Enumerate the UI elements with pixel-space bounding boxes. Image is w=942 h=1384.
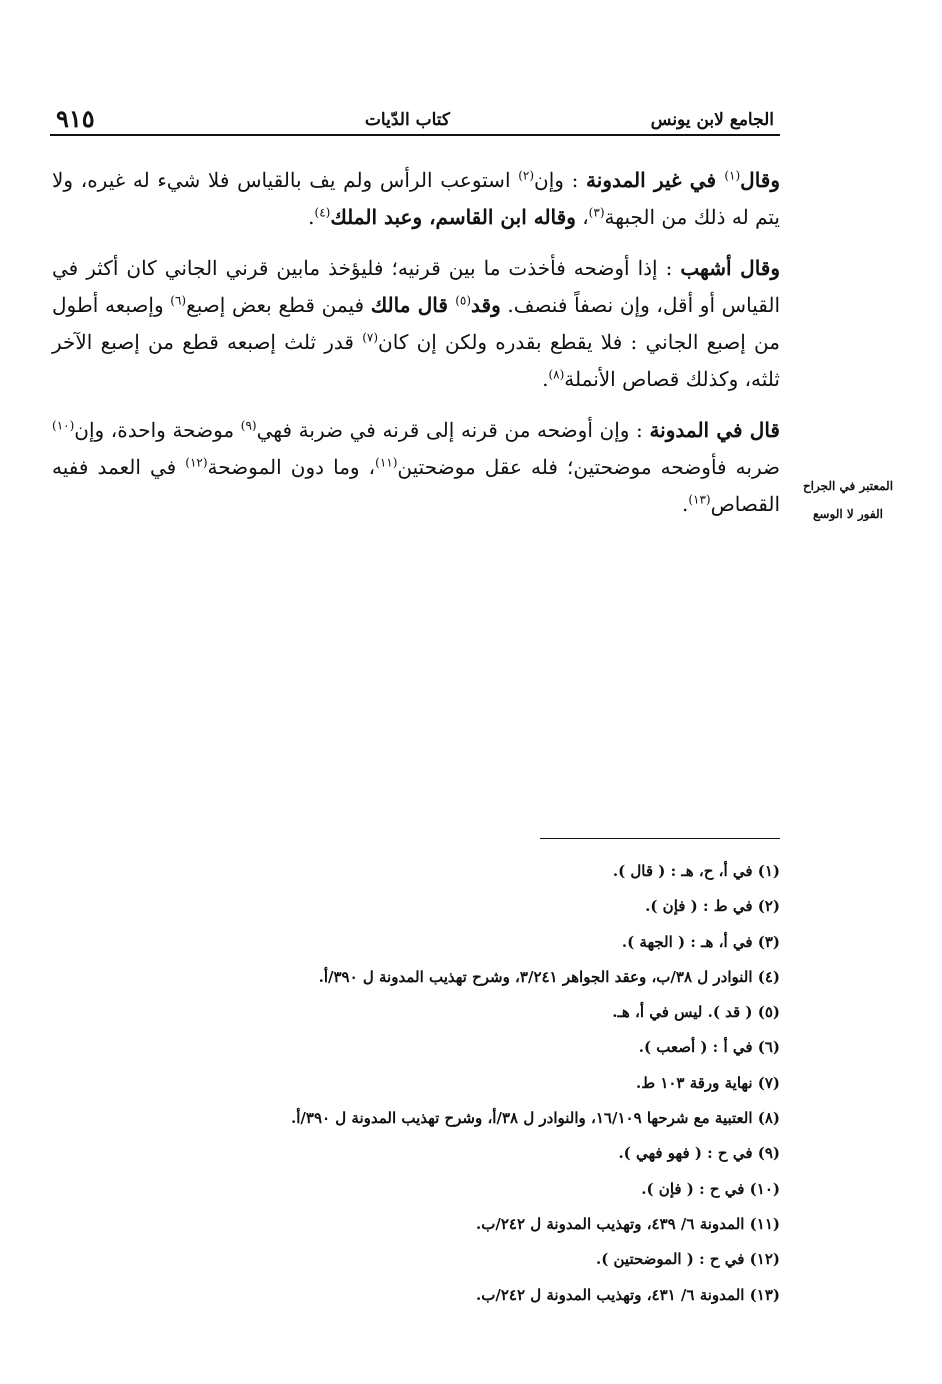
paragraph xyxy=(52,162,780,236)
footnote: (٤) النوادر ل ٣٨/ب، وعقد الجواهر ٣/٢٤١، وشرح تهذيب المدونة ل ٣٩٠/أ. xyxy=(318,967,780,986)
text-run: : وإن xyxy=(534,168,587,192)
bold-phrase: وقد xyxy=(471,293,501,317)
book-title: الجامع لابن يونس xyxy=(650,110,774,130)
footnote-ref: (٧) xyxy=(362,330,379,345)
chapter-title: كتاب الدّيات xyxy=(364,110,450,130)
text-run: ، xyxy=(575,205,589,229)
page-number: ٩١٥ xyxy=(56,104,95,133)
margin-note xyxy=(796,472,900,528)
bold-phrase: قال في المدونة xyxy=(649,418,780,442)
page-header xyxy=(52,104,780,134)
footnote-ref: (٩) xyxy=(240,418,257,433)
bold-phrase: قال مالك xyxy=(370,293,456,317)
text-run: فيمن قطع بعض إصبع xyxy=(186,293,371,317)
text-run: ، وما دون الموضحة xyxy=(207,455,376,479)
margin-note-line: المعتبر في الجراح xyxy=(802,479,894,493)
footnote: (١٢) في ح : ( الموضحتين ). xyxy=(595,1250,780,1269)
footnote: (٧) نهاية ورقة ١٠٣ ط. xyxy=(635,1073,780,1092)
text-run: في العمد ففيه القصاص xyxy=(52,455,780,516)
main-text xyxy=(52,162,780,537)
footnote-rule xyxy=(540,838,780,839)
footnote-ref: (١١) xyxy=(375,455,398,470)
text-run: : إذا أوضحه فأخذت ما بين قرنيه؛ فليؤخذ مابين قرني الجاني كان أكثر في القياس أو أقل، وإن نصفاً فنصف. xyxy=(52,256,780,317)
footnote: (٦) في أ : ( أصعب ). xyxy=(638,1038,780,1057)
footnote-ref: (١) xyxy=(724,168,741,183)
bold-phrase: في غير المدونة xyxy=(586,168,725,192)
footnote-ref: (١٠) xyxy=(52,418,75,433)
text-run: ضربه فأوضحه موضحتين؛ فله عقل موضحتين xyxy=(397,455,780,479)
footnote: (١٠) في ح : ( فإن ). xyxy=(641,1179,780,1198)
text-run: وإصبعه أطول من إصبع الجاني : فلا يقطع بقدره ولكن إن كان xyxy=(52,293,780,354)
text-run: استوعب الرأس ولم يف بالقياس فلا شيء له غيره، ولا يتم له ذلك من الجبهة xyxy=(52,168,780,229)
footnote-ref: (١٢) xyxy=(185,455,208,470)
footnote: (٩) في ح : ( فهو فهي ). xyxy=(618,1144,780,1163)
paragraph xyxy=(52,250,780,398)
text-run: . xyxy=(542,367,549,391)
footnote: (٣) في أ، هـ : ( الجهة ). xyxy=(621,932,780,951)
footnote-ref: (٥) xyxy=(455,293,472,308)
text-run: . xyxy=(308,205,315,229)
footnote: (٢) في ط : ( فإن ). xyxy=(645,897,780,916)
footnote: (١) في أ، ح، هـ : ( قال ). xyxy=(612,862,780,880)
text-run: : وإن أوضحه من قرنه إلى قرنه في ضربة فهي xyxy=(256,418,650,442)
footnote: (٨) العتبية مع شرحها ١٦/١٠٩، والنوادر ل ٣٨/أ، وشرح تهذيب المدونة ل ٣٩٠/أ. xyxy=(291,1109,780,1128)
margin-note-line: الفور لا الوسع xyxy=(813,507,883,521)
footnote: (١٣) المدونة ٦/ ٤٣١، وتهذيب المدونة ل ٢٤٢/ب. xyxy=(476,1285,780,1304)
text-run: موضحة واحدة، وإن xyxy=(74,418,241,442)
text-run: . xyxy=(681,492,689,516)
text-run: قدر ثلث إصبعه قطع من إصبع الآخر ثلثه، وكذلك قصاص الأنملة xyxy=(52,330,780,391)
bold-phrase: وقاله ابن القاسم، وعبد الملك xyxy=(330,205,576,229)
footnote-ref: (٦) xyxy=(170,293,187,308)
paragraph xyxy=(52,412,780,523)
bold-phrase: وقال أشهب xyxy=(680,256,781,280)
footnote-ref: (١٣) xyxy=(688,492,711,507)
footnote-ref: (٤) xyxy=(314,205,331,220)
header-rule xyxy=(50,134,780,136)
bold-phrase: وقال xyxy=(740,168,780,192)
footnote-ref: (٣) xyxy=(588,205,605,220)
footnotes xyxy=(52,854,780,1313)
footnote: (٥) ( قد ). ليس في أ، هـ. xyxy=(612,1003,780,1022)
footnote-ref: (٢) xyxy=(518,168,535,183)
footnote: (١١) المدونة ٦/ ٤٣٩، وتهذيب المدونة ل ٢٤٢/ب. xyxy=(476,1214,780,1233)
footnote-ref: (٨) xyxy=(548,367,565,382)
